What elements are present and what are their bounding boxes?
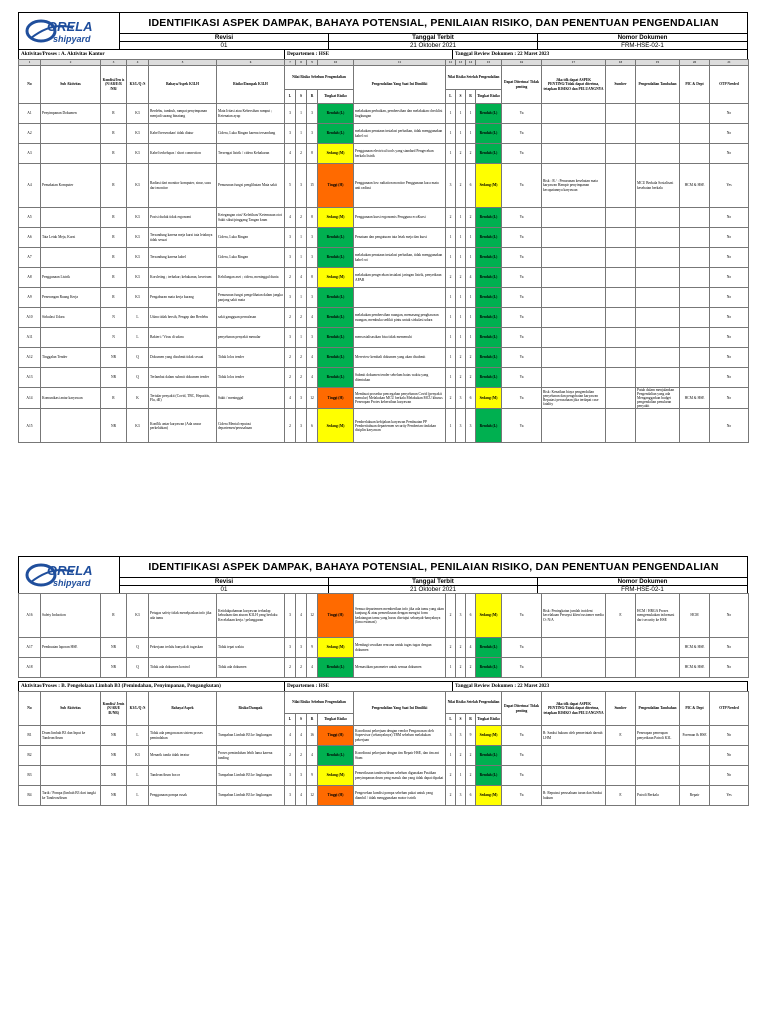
table-row: A14 Komunikasi antar karyawan R K Tertular penyakit (Covid, TBC, Hepatitis, Flu, dll) Sakit / meninggal 4 3 12 Tinggi (H) Membuat prosedur pencegahan penyebaran Covid (penyakit menular) Melakukan MCU berkala Melakukan MCU khusus Penerapan Protes kebersihan karyawan 2 3 6 Sedang (M) Ya Risk: Kenaikan biaya pengendalian penyebaran dan pengobatan karyawan Reputasi perusahaan jika terdapat case fatality Patuh dalam menjalankan Pengendalian yang ada Menganggarkan budget pengendalian penularan penyakit HCM & HSE No: [19, 388, 749, 409]
header-nilai-sebelum: Nilai Risiko Sebelum Pengendalian: [285, 692, 354, 714]
header-sub-aktivitas: Sub Aktivitas: [41, 692, 101, 726]
document-header: [18, 556, 748, 593]
risk-level-badge: Sedang (M): [318, 409, 354, 443]
risk-level-badge: Sedang (M): [318, 638, 354, 658]
document-meta: [120, 577, 747, 593]
header-nilai-setelah: Nilai Risiko Setelah Pengendalian: [446, 692, 502, 714]
risk-level-badge: Rendah (L): [318, 658, 354, 678]
risk-level-badge: Tinggi (H): [318, 388, 354, 409]
header-pic: PIC & Dept: [680, 692, 710, 726]
risk-level-badge: Sedang (M): [318, 144, 354, 164]
risk-level-badge: Tinggi (H): [318, 786, 354, 806]
risk-level-badge: Sedang (M): [476, 388, 502, 409]
risk-level-badge: Rendah (L): [476, 658, 502, 678]
column-number-row: 1 2 3 4 5 6 7 8 9 10 11 12 13 14 15 16 17 18 19 20 21: [19, 60, 749, 66]
table-row: A1 Penyimpanan Dokumen R K3 Berdebu, tumbuh, rampat penyimpanan menjadi sarang binatang Mata Iritasi atau Kebersihan rumput ; Ketenatan ayap 3 1 3 Rendah (L) melakukan perbaikan, pembersihan dan melakukan checklist lingkungan 1 1 1 Rendah (L) Ya No: [19, 104, 749, 124]
revisi-label: Revisi: [120, 34, 329, 42]
risk-level-badge: Rendah (L): [318, 228, 354, 248]
company-logo: [19, 13, 120, 49]
header-k3lq: K3/L/Q /S: [127, 692, 149, 726]
risk-level-badge: Rendah (L): [476, 104, 502, 124]
risk-level-badge: Rendah (L): [318, 104, 354, 124]
nomor-dokumen-label: Nomor Dokumen: [538, 578, 747, 586]
risk-level-badge: Rendah (L): [476, 638, 502, 658]
risk-level-badge: Tinggi (H): [318, 726, 354, 746]
risk-level-badge: Rendah (L): [318, 308, 354, 328]
tanggal-terbit-label: Tanggal Terbit: [329, 34, 538, 42]
table-row: B4 Tarik / Pompa (limbah B3 dari tangki ke Tandeon/drum NR L Penggunaan pompa rusak Tumpahan Limbah B3 ke lingkungan 3 4 12 Tinggi (H) Pengecekan kondisi pompa sebelum pakai untuk yang diambil / tidak menggunakan motor isrtrik 2 3 6 Sedang (M) Ya R: Reputasi perusahaan turun dan Sanksi hukum E Patroli Berkala Repair Yes: [19, 786, 749, 806]
table-header-b: [19, 692, 749, 726]
header-tambahan: Pengendalian Tambahan: [636, 692, 680, 726]
risk-level-badge: Rendah (L): [476, 328, 502, 348]
risk-level-badge: Rendah (L): [318, 368, 354, 388]
orela-logo-icon: [23, 560, 115, 590]
document-title: IDENTIFIKASI ASPEK DAMPAK, BAHAYA POTENSIAL, PENILAIAN RISIKO, DAN PENENTUAN PENGENDALIAN: [148, 561, 719, 573]
risk-level-badge: Sedang (M): [476, 164, 502, 208]
svg-text:ORELA: ORELA: [47, 563, 93, 578]
column-subheader-row: L S R Tingkat Risiko L S R Tingkat Risiko: [19, 90, 749, 104]
risk-level-badge: Rendah (L): [476, 288, 502, 308]
header-no: No: [19, 66, 41, 104]
table-header-a: [19, 60, 749, 104]
risk-level-badge: Sedang (M): [318, 766, 354, 786]
risk-level-badge: Sedang (M): [318, 268, 354, 288]
risk-level-badge: Tinggi (H): [318, 164, 354, 208]
table-row: A4 Pemakaian Komputer R K3 Radiasi dari monitor komputer, sinar, susu dari monitor Penurunan fungsi penglihatan Mata sakit 5 3 15 Tinggi (H) Penggunaan low radiation monitor Penggunaan kaca mata anti radiasi 3 2 6 Sedang (M) Ya Risk : R / : Penurunan kesehatan mata karyawan Hampir penyimpanan kecapaiannya karyawan MCU Berkala Sosialisasi kesehatan berkala HCM & HSE Yes: [19, 164, 749, 208]
header-pengendalian: Pengendalian Yang Saat Ini Dimiliki: [354, 66, 446, 104]
risk-level-badge: Rendah (L): [318, 248, 354, 268]
nomor-dokumen-label: Nomor Dokumen: [538, 34, 747, 42]
document-meta: [120, 33, 747, 49]
header-jika-tidak: Jika tdk dapat ASPEK PENTING/Tidak dapat diterima, tetapkan RISIKO dan PELUANGNYA: [542, 692, 606, 726]
risk-level-badge: Rendah (L): [476, 268, 502, 288]
svg-text:shipyard: shipyard: [53, 34, 91, 44]
table-row: A3 R K3 Kabel terkelupas / short connection Tersengat listrik / cidera Kebakaran 4 2 8 Sedang (M) Penggunaan electrical tools yang standard Pengecekan berkala listrik 1 2 2 Rendah (L) Ya No: [19, 144, 749, 164]
revisi-value: 01: [120, 586, 329, 593]
risk-level-badge: Rendah (L): [318, 288, 354, 308]
document-header: [18, 12, 748, 49]
column-header-row: [19, 66, 749, 90]
risk-level-badge: Rendah (L): [476, 348, 502, 368]
risk-level-badge: Rendah (L): [476, 144, 502, 164]
table-row: A12 Tinggalan Tender NR Q Dokumen yang disubmit tidak sesuai Tidak lolos tender 2 2 4 Rendah (L) Mereview kembali dokumen yang akan disubmit 1 2 2 Rendah (L) Ya No: [19, 348, 749, 368]
company-logo: [19, 557, 120, 593]
table-body-b: [19, 726, 749, 806]
header-tambahan: Pengendalian Tambahan: [636, 66, 680, 104]
header-jika-tidak: Jika tdk dapat ASPEK PENTING/Tidak dapat diterima, tetapkan RISIKO dan PELUANGNYA: [542, 66, 606, 104]
risk-level-badge: Rendah (L): [476, 368, 502, 388]
table-row: A11 N L Bakteri / Virus di udara penyebaran penyakit menular 3 1 3 Rendah (L) mensosialisasikan bisa tidak memenuhi 1 1 1 Rendah (L) Ya No: [19, 328, 749, 348]
header-sub-aktivitas: Sub Aktivitas: [41, 66, 101, 104]
table-row: A10 Sirkulasi Udara N L Udara tidak bersih, Pengap dan Berdebu sakit gangguan pernafasan 2 2 4 Rendah (L) melakukan pembersihan ruangan, memasang penghawaan ruangan, membuka sedikit pintu untuk sirkulasi udara 1 1 1 Rendah (L) Ya No: [19, 308, 749, 328]
aktivitas-label: Aktivitas/Proses : B. Pengelolaan Limbah B3 (Pemindahan, Penyimpanan, Pengangkutan): [19, 682, 285, 691]
nomor-dokumen-value: FRM-HSE-02-1: [621, 586, 664, 593]
header-kondisi: Kondisi/ Jenis (N/AB/E /R/NR): [101, 692, 127, 726]
header-bahaya: Bahaya/Aspek: [149, 692, 217, 726]
risk-level-badge: Rendah (L): [476, 124, 502, 144]
header-nilai-setelah: Nilai Risiko Setelah Pengendalian: [446, 66, 502, 90]
tanggal-terbit-value: 21 Oktober 2021: [329, 586, 538, 593]
risk-level-badge: Sedang (M): [476, 726, 502, 746]
activity-info-row-b: [18, 681, 748, 691]
table-row: A5 R K3 Posisi duduk tidak ergonomi Ketegangan otot/ Keletihan/ Ketemasan otot Sakit sikut/pinggang Tangan kram 4 2 8 Sedang (M) Penggunaan kursi ergonomis Pengguna ecoKursi 2 1 2 Rendah (L) Ya No: [19, 208, 749, 228]
header-no: No: [19, 692, 41, 726]
header-pengendalian: Pengendalian Yang Saat Ini Dimiliki: [354, 692, 446, 726]
risk-table-a-continued: [18, 593, 749, 678]
risk-table-a: [18, 59, 749, 443]
risk-level-badge: Rendah (L): [476, 746, 502, 766]
tanggal-review-label: Tanggal Review Dokumen : 22 Maret 2023: [455, 683, 550, 689]
revisi-value: 01: [120, 42, 329, 49]
table-row: A13 NR Q Terlambat dalam submit dokumen tender Tidak lolos tender 2 2 4 Rendah (L) Submit dokumen tender sebelum batas waktu yang ditentukan 1 2 2 Rendah (L) Ya No: [19, 368, 749, 388]
risk-level-badge: Rendah (L): [476, 208, 502, 228]
table-row: B2 NR K3 Menarik tanda tidak teratur Proses pemindahan lebih lama karena tanding 2 2 4 Rendah (L) Koordinasi pekerjaan dengan tim Repair HSE, dan tim ant Stam 1 2 2 Rendah (L) Ya No: [19, 746, 749, 766]
table-row: A16 Safety Induction R K3 Petugas safety tidak menelpaskan info jika ada tamu Ketidakpahaman karyawan terhadap kebudaan dan aturan K3LH yang berlaku Kecelakaan kerja / pelanggaran 3 4 12 Tinggi (H) Semua departemen memberikan info jika ada tamu yang akan kunjung & atau pemeriksaan dengan mengisi form kedatangan tamu yang harus disetujui sebanyak-banyaknya (lima estimasi) 2 3 6 Sedang (M) Ya Risk: Peningkatan jumlah incident kecelakaan Persepsi klien/customer media O: N/A E HCM / HRGA Proses mengemukakan informasi dari security ke HSE HCM No: [19, 594, 749, 638]
table-row: A9 Penerangan Ruang Kerja R K3 Pengaburan mata kerja kurang Penurunan fungsi pengelihatan dalam jangka panjang sakit mata 3 1 3 Rendah (L) 1 1 1 Rendah (L) Ya No: [19, 288, 749, 308]
risk-level-badge: Sedang (M): [318, 208, 354, 228]
header-dapat-diterima: Dapat Diterima/ Tidak penting: [502, 66, 542, 104]
table-body-a: [19, 104, 749, 443]
table-row: A18 NR Q Tidak ada dokumen kontrol Tidak ada dokumen 2 2 4 Rendah (L) Memastikan parameter untuk semua dokumen 1 2 2 Rendah (L) Ya HCM & HSE No: [19, 658, 749, 678]
revisi-label: Revisi: [120, 578, 329, 586]
table-row: A2 R K3 Kabel berserakan/ tidak diatur Cidera, Luka Ringan karena tersandung 3 1 3 Rendah (L) melakukan penataan instalasi perbaikan, tidak menggunakan kabel roi 1 1 1 Rendah (L) Ya No: [19, 124, 749, 144]
svg-text:shipyard: shipyard: [53, 578, 91, 588]
risk-level-badge: Rendah (L): [318, 746, 354, 766]
document-page-2: [18, 556, 748, 806]
table-row: A17 Pembuatan laporan HSE NR Q Pekerjaan terlalu banyak di tugaskan Tidak tepat waktu 3 3 9 Sedang (M) Membagi sesuikan rencana untuk tugas tugas dengan dokumen 2 2 4 Rendah (L) Ya HCM & HSE No: [19, 638, 749, 658]
table-row: B1 Drum limbah B3 dan Input ke Tandeon/drum NR L Tidak ada pengawasan sistem proses pemindahan Tumpahan Limbah B3 ke lingkungan 4 4 16 Tinggi (H) Koordinasi pekerjaan dengan vendor Pengawasan oleh Supervisor (sebanyaknya) TBM sebelum melakukan pekerjaan 3 3 9 Sedang (M) Ya R: Sanksi hukum oleh pemerintah daerah LHM E Penerapan penerapan penyediaan Patroli K3L Foreman & HSE No: [19, 726, 749, 746]
table-row: A7 R K3 Tersandung karena kabel Cidera, Luka Ringan 3 1 3 Rendah (L) melakukan penataan instalasi perbaikan, tidak menggunakan kabel roi 1 1 1 Rendah (L) Ya No: [19, 248, 749, 268]
document-page-1: [18, 12, 748, 443]
header-dapat-diterima: Dapat Diterima/ Tidak penting: [502, 692, 542, 726]
tanggal-terbit-value: 21 Oktober 2021: [329, 42, 538, 49]
orela-logo-icon: [23, 16, 115, 46]
risk-level-badge: Sedang (M): [476, 786, 502, 806]
header-otp: OTP Needed: [710, 692, 749, 726]
aktivitas-label: Aktivitas/Proses : A. Aktivitas Kantor: [19, 50, 285, 59]
risk-level-badge: Rendah (L): [476, 228, 502, 248]
table-row: B3 NR L Tandeon/drum bocor Tumpahan Limbah B3 ke lingkungan 3 3 9 Sedang (M) Pemeriksaan tandeon/drum sebelum digunakan Pastikan penyimpanan drum yang masuk dan yang tidak dapat dipakai 2 1 2 Rendah (L) Ya No: [19, 766, 749, 786]
risk-level-badge: Rendah (L): [476, 308, 502, 328]
header-k3lq: K3/L/Q /S: [127, 66, 149, 104]
risk-level-badge: Rendah (L): [476, 248, 502, 268]
departemen-label: Departemen : HSE: [285, 50, 453, 59]
tanggal-review-label: Tanggal Review Dokumen : 22 Maret 2023: [455, 51, 550, 57]
header-pic: PIC & Dept: [680, 66, 710, 104]
column-header-row: [19, 692, 749, 714]
table-body-a-cont: [19, 594, 749, 678]
table-row: A6 Tata Letak Meja, Kursi R K3 Tersandung karena meja kursi tata letaknya tidak sesuai Cidera, Luka Ringan 3 1 3 Rendah (L) Penataan dan pengaturan tata letak meja dan kursi 1 1 1 Rendah (L) Ya No: [19, 228, 749, 248]
departemen-label: Departemen : HSE: [285, 682, 453, 691]
header-otp: OTP Needed: [710, 66, 749, 104]
risk-level-badge: Rendah (L): [318, 348, 354, 368]
header-bahaya: Bahaya/Aspek K3LH: [149, 66, 217, 104]
table-row: A8 Penggunaan Listrik R K3 Korsleting ; terbakar; kebakaran, kesetrum Kehilangan aset ; cidera, meninggal dunia 2 4 8 Sedang (M) melakukan pengecekan instalasi jaringan listrik, penyediaan APAR 2 2 4 Rendah (L) Ya No: [19, 268, 749, 288]
document-title: IDENTIFIKASI ASPEK DAMPAK, BAHAYA POTENSIAL, PENILAIAN RISIKO, DAN PENENTUAN PENGENDALIAN: [148, 17, 719, 29]
svg-text:ORELA: ORELA: [47, 19, 93, 34]
tanggal-terbit-label: Tanggal Terbit: [329, 578, 538, 586]
nomor-dokumen-value: FRM-HSE-02-1: [621, 42, 664, 49]
risk-level-badge: Sedang (M): [476, 594, 502, 638]
header-risiko: Risiko/Dampak: [217, 692, 285, 726]
header-nilai-sebelum: Nilai Risiko Sebelum Pengendalian: [285, 66, 354, 90]
risk-level-badge: Rendah (L): [318, 124, 354, 144]
table-row: A15 NR K3 Konflik antar karyawan (Ada unsur perkelahian) Cidera Mental reputasi departemen/perusahaan 2 3 6 Sedang (M) Pemberlakuan kebijakan karyawan Pembuatan PP Pemberitahuan departemen security Pemberian tindakan disiplin karyawan 1 3 3 Rendah (L) Ya No: [19, 409, 749, 443]
risk-level-badge: Tinggi (H): [318, 594, 354, 638]
risk-level-badge: Rendah (L): [318, 328, 354, 348]
header-kondisi: Kondisi/Jen is (N/AB/E/R /NR/: [101, 66, 127, 104]
activity-info-row: [18, 49, 748, 59]
risk-level-badge: Rendah (L): [476, 409, 502, 443]
header-risiko: Risiko/Dampak K3LH: [217, 66, 285, 104]
risk-table-b: [18, 691, 749, 806]
header-sumber: Sumber: [606, 66, 636, 104]
risk-level-badge: Rendah (L): [476, 766, 502, 786]
header-sumber: Sumber: [606, 692, 636, 726]
column-subheader-row: L S R Tingkat Risiko L S R Tingkat Risiko: [19, 714, 749, 726]
